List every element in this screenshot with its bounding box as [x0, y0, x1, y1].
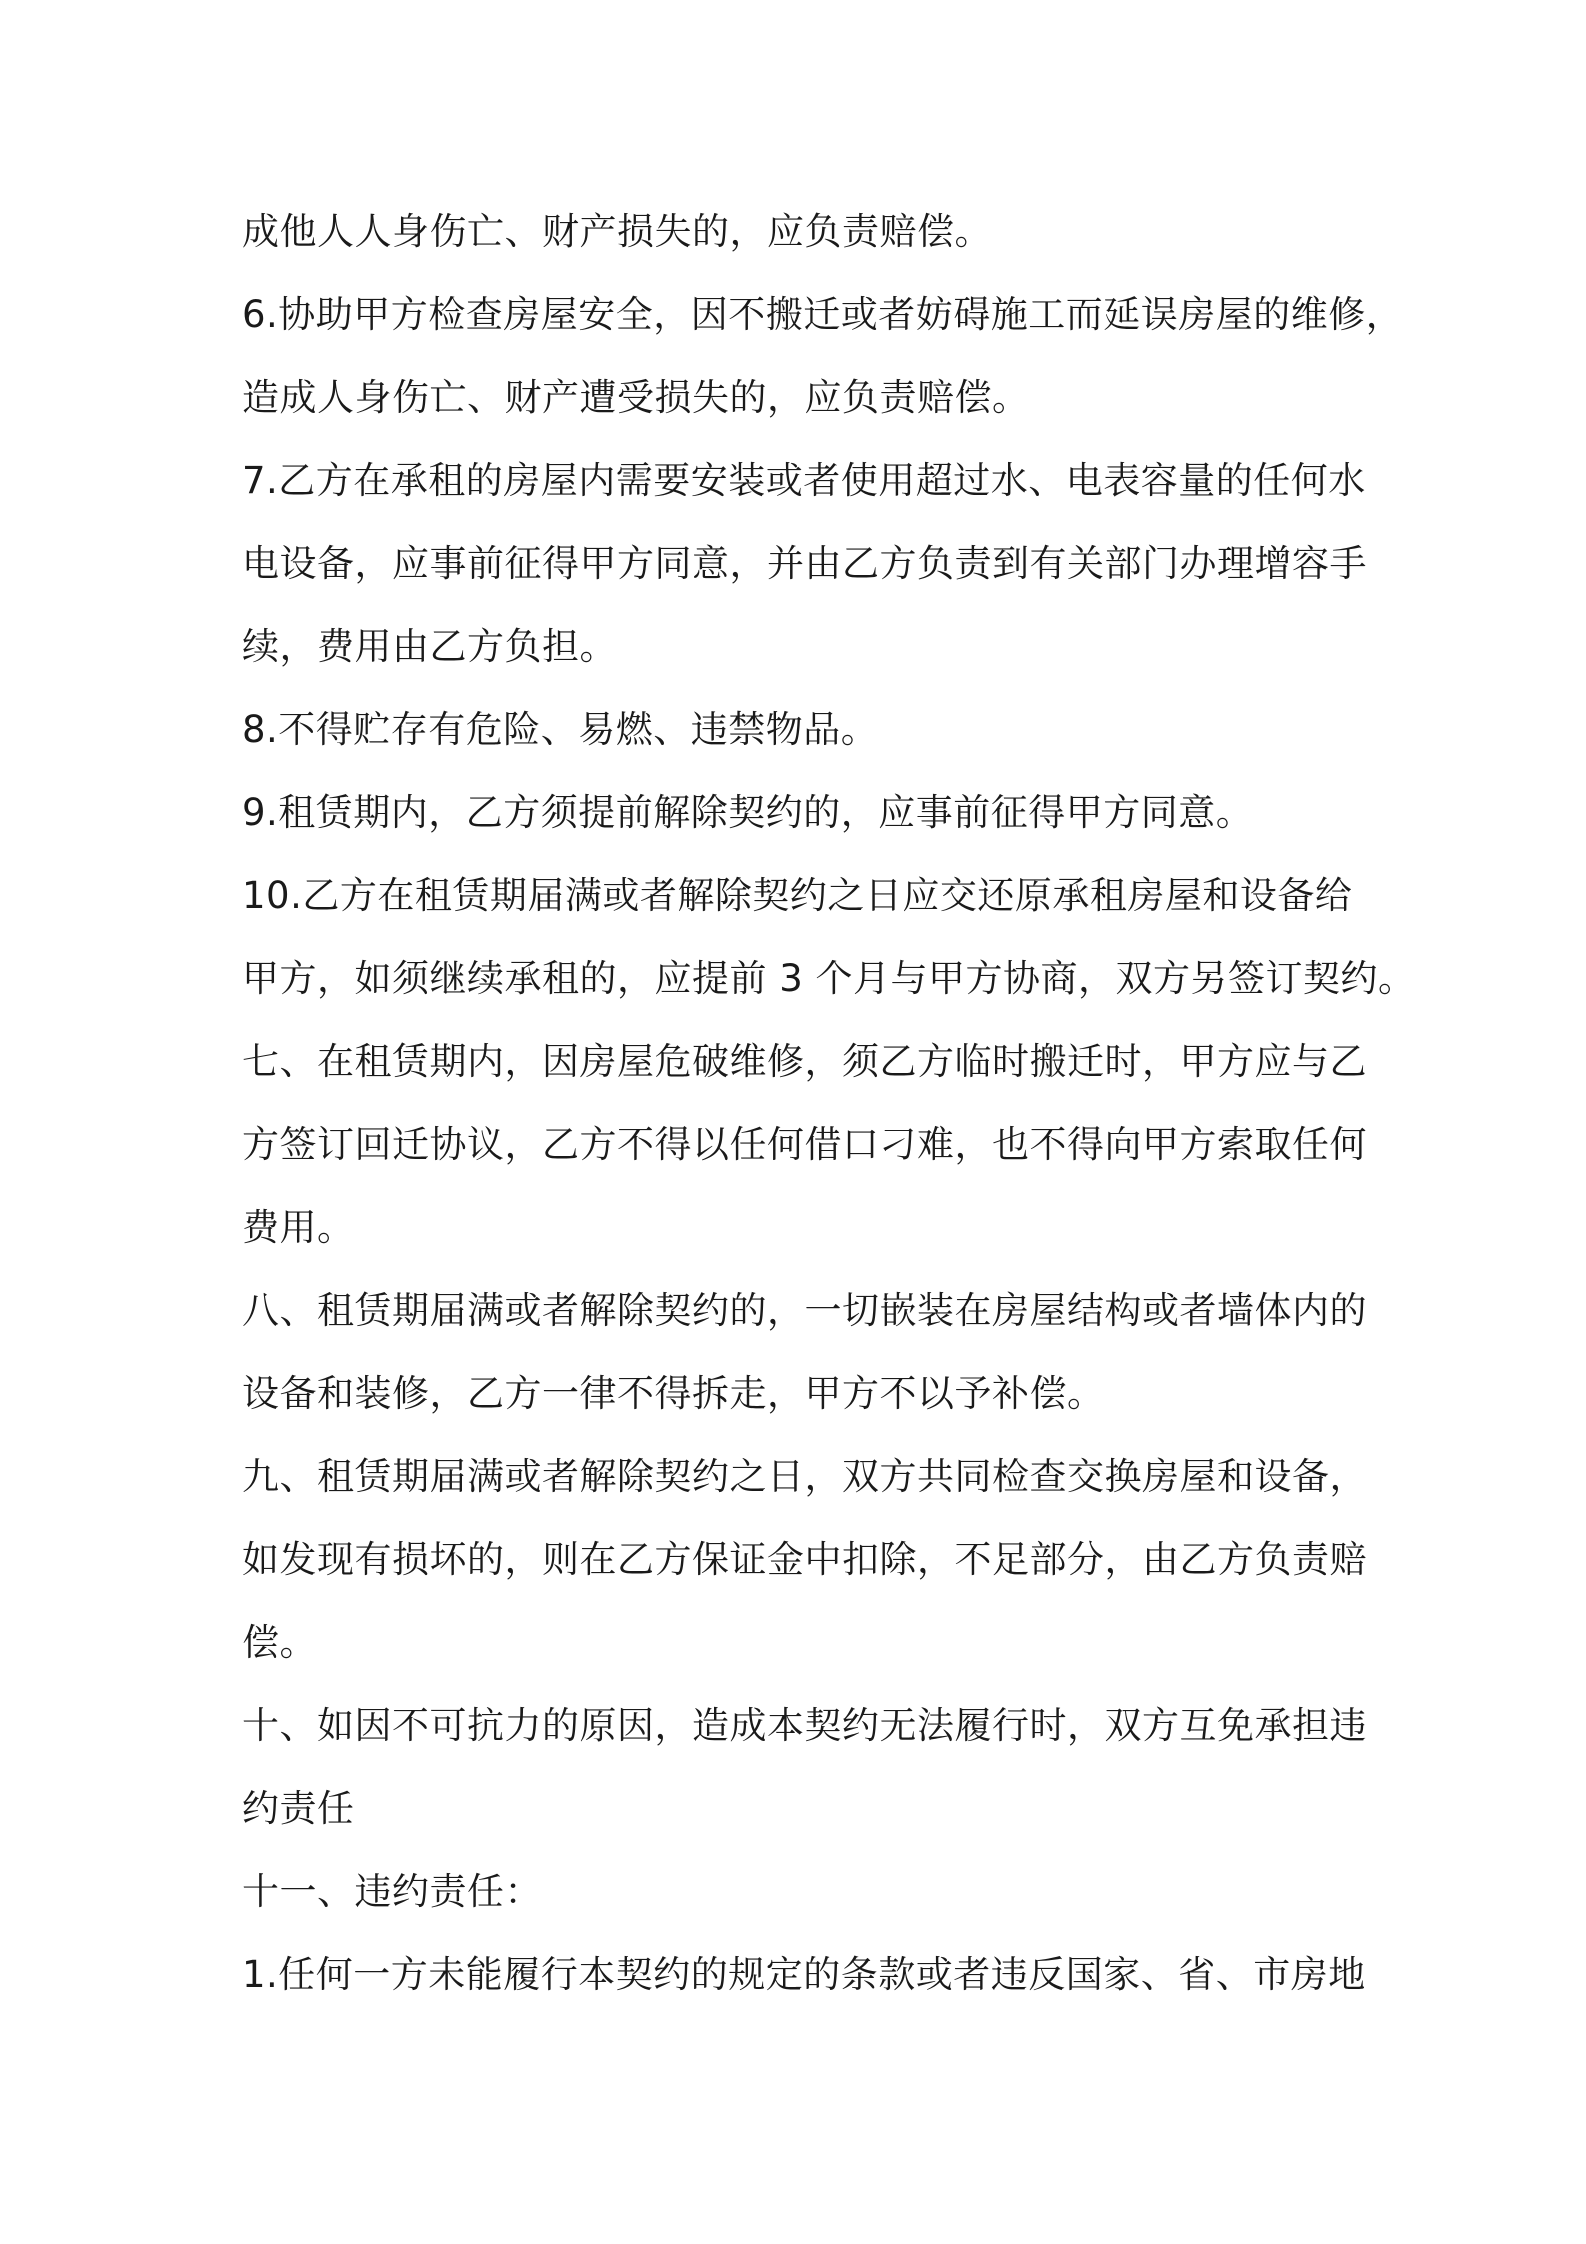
- text-line: 八、租赁期届满或者解除契约的，一切嵌装在房屋结构或者墙体内的: [242, 1289, 1367, 1332]
- text-line: 方签订回迁协议，乙方不得以任何借口刁难，也不得向甲方索取任何: [242, 1123, 1367, 1166]
- text-line: 约责任: [242, 1787, 355, 1830]
- text-line: 10.乙方在租赁期届满或者解除契约之日应交还原承租房屋和设备给: [242, 874, 1353, 917]
- text-line: 七、在租赁期内，因房屋危破维修，须乙方临时搬迁时，甲方应与乙: [242, 1040, 1367, 1083]
- text-line: 8.不得贮存有危险、易燃、违禁物品。: [242, 708, 879, 751]
- text-line: 甲方，如须继续承租的，应提前 3 个月与甲方协商，双方另签订契约。: [242, 957, 1416, 1000]
- text-line: 十一、违约责任：: [242, 1870, 542, 1913]
- text-line: 1.任何一方未能履行本契约的规定的条款或者违反国家、省、市房地: [242, 1953, 1366, 1996]
- text-line: 续，费用由乙方负担。: [242, 625, 617, 668]
- text-line: 九、租赁期届满或者解除契约之日，双方共同检查交换房屋和设备，: [242, 1455, 1367, 1498]
- text-line: 9.租赁期内，乙方须提前解除契约的，应事前征得甲方同意。: [242, 791, 1254, 834]
- text-line: 电设备，应事前征得甲方同意，并由乙方负责到有关部门办理增容手: [242, 542, 1367, 585]
- text-line: 十、如因不可抗力的原因，造成本契约无法履行时，双方互免承担违: [242, 1704, 1367, 1747]
- text-line: 成他人人身伤亡、财产损失的，应负责赔偿。: [242, 210, 992, 253]
- text-line: 如发现有损坏的，则在乙方保证金中扣除，不足部分，由乙方负责赔: [242, 1538, 1367, 1581]
- document-body: [242, 190, 1416, 2016]
- text-line: 7.乙方在承租的房屋内需要安装或者使用超过水、电表容量的任何水: [242, 459, 1366, 502]
- text-line: 偿。: [242, 1621, 317, 1664]
- text-line: 费用。: [242, 1206, 355, 1249]
- text-line: 造成人身伤亡、财产遭受损失的，应负责赔偿。: [242, 376, 1030, 419]
- text-line: 设备和装修，乙方一律不得拆走，甲方不以予补偿。: [242, 1372, 1105, 1415]
- text-line: 6.协助甲方检查房屋安全，因不搬迁或者妨碍施工而延误房屋的维修，: [242, 293, 1404, 336]
